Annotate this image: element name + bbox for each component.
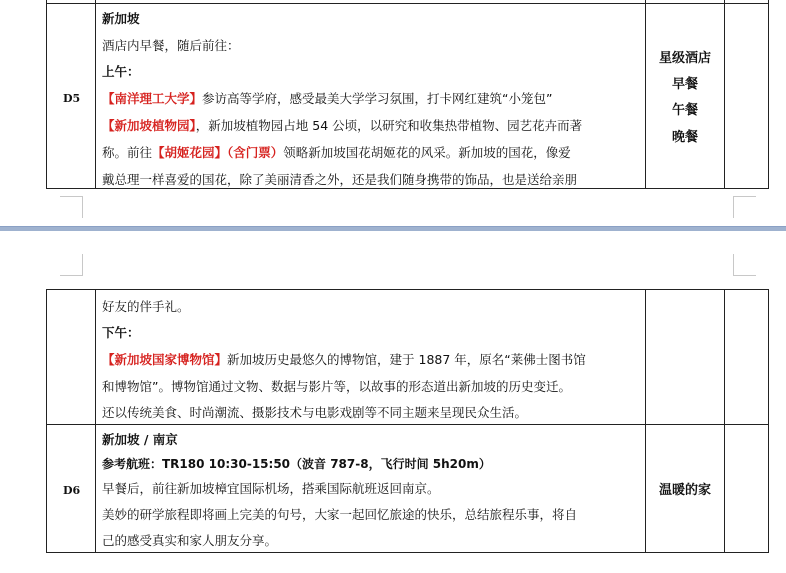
- d5cont-line-3: 和博物馆”。博物馆通过文物、数据与影片等，以故事的形态道出新加坡的历史变迁。: [102, 379, 571, 394]
- d6-line-3: 己的感受真实和家人朋友分享。: [102, 533, 278, 548]
- d5-line-3-a: 称。前往: [102, 145, 153, 160]
- poi-orchid-garden: 【胡姬花园】（含门票）: [152, 145, 284, 160]
- crop-mark-top-right: [733, 254, 734, 276]
- d5-title: 新加坡: [102, 11, 140, 26]
- day-label-d5: D5: [63, 92, 81, 105]
- crop-mark-bottom-right: [733, 196, 734, 218]
- table-col-divider-3: [724, 0, 725, 189]
- d6-line-2: 美妙的研学旅程即将画上完美的句号，大家一起回忆旅途的快乐，总结旅程乐事，将自: [102, 507, 578, 522]
- d6-line-1: 早餐后，前往新加坡樟宜国际机场，搭乘国际航班返回南京。: [102, 481, 440, 496]
- crop-mark-bottom-left-h: [60, 196, 83, 197]
- d5-meal-breakfast: 早餐: [671, 77, 698, 92]
- d5-meal-dinner: 晚餐: [671, 130, 698, 145]
- d5-lodging: 星级酒店: [658, 51, 711, 66]
- d5-line-2-text: ，新加坡植物园占地 54 公顷，以研究和收集热带植物、园艺花卉而著: [195, 118, 583, 133]
- d5-line-1: [102, 91, 552, 107]
- poi-botanic-gardens: 【新加坡植物园】: [102, 118, 196, 133]
- crop-mark-bottom-left: [82, 196, 83, 218]
- table2-col-divider-1: [95, 289, 96, 553]
- d6-lodging: 温暖的家: [658, 483, 711, 498]
- table2-border-right: [768, 289, 769, 553]
- poi-nanyang-tech: 【南洋理工大学】: [102, 91, 203, 106]
- table-row-bottom: [46, 188, 769, 189]
- crop-mark-top-left: [82, 254, 83, 276]
- table-row-top: [46, 3, 769, 4]
- table-col-divider-2: [645, 0, 646, 189]
- day-label-d6: D6: [63, 484, 81, 497]
- d5cont-line-2-text: 新加坡历史最悠久的博物馆，建于 1887 年，原名“莱佛士图书馆: [227, 352, 586, 367]
- crop-mark-bottom-right-h: [733, 196, 756, 197]
- d5cont-line-1: 好友的伴手礼。: [102, 299, 190, 314]
- crop-mark-top-right-h: [733, 275, 756, 276]
- poi-national-museum: 【新加坡国家博物馆】: [102, 352, 228, 367]
- table2-col-divider-3: [724, 289, 725, 553]
- table2-row-divider: [46, 424, 769, 425]
- d5-line-4: 戴总理一样喜爱的国花，除了美丽清香之外，还是我们随身携带的饰品，也是送给亲朋: [102, 172, 578, 187]
- table-col-divider-1: [95, 0, 96, 189]
- table2-col-divider-2: [645, 289, 646, 553]
- crop-mark-top-left-h: [60, 275, 83, 276]
- table2-row-bottom: [46, 552, 769, 553]
- d6-title: 新加坡 / 南京: [102, 432, 178, 447]
- d5-line-1-text: 参访高等学府，感受最美大学学习氛围，打卡网红建筑“小笼包”: [202, 91, 553, 106]
- d6-flight: 参考航班：TR180 10:30-15:50（波音 787-8，飞行时间 5h20m）: [102, 457, 491, 471]
- d5-breakfast-line: 酒店内早餐，随后前往：: [102, 38, 240, 53]
- d5cont-afternoon-label: 下午：: [102, 325, 140, 340]
- table2-row-top: [46, 289, 769, 290]
- table2-border-left: [46, 289, 47, 553]
- d5-line-3-b: 领略新加坡国花胡姬花的风采。新加坡的国花，像爱: [283, 145, 571, 160]
- d5-meal-lunch: 午餐: [671, 103, 698, 118]
- d5-line-3: [102, 145, 571, 161]
- page-break-separator: [0, 226, 786, 231]
- d5-line-2: [102, 118, 582, 134]
- d5cont-line-4: 还以传统美食、时尚潮流、摄影技术与电影戏剧等不同主题来呈现民众生活。: [102, 405, 528, 420]
- table-border-left: [46, 0, 47, 189]
- table-border-right: [768, 0, 769, 189]
- d5-morning-label: 上午：: [102, 64, 140, 79]
- d5cont-line-2: [102, 352, 586, 368]
